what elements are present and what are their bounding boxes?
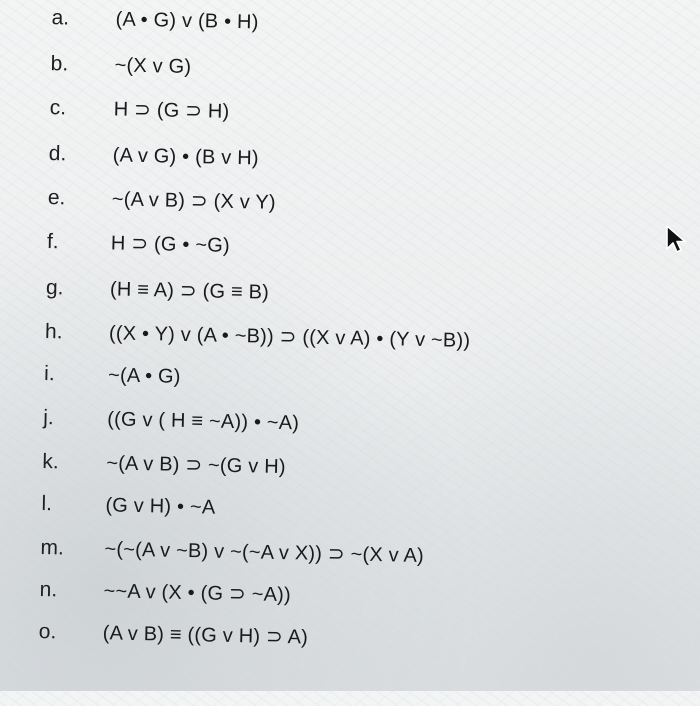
item-formula: (H ≡ A) ⊃ (G ≡ B) bbox=[109, 278, 270, 304]
item-letter: c. bbox=[49, 96, 67, 120]
item-letter: o. bbox=[38, 619, 57, 644]
list-item bbox=[0, 138, 687, 182]
list-item bbox=[0, 616, 677, 660]
list-item bbox=[0, 92, 688, 136]
item-formula: (G v H) • ~A bbox=[105, 494, 216, 519]
item-letter: n. bbox=[39, 577, 58, 602]
item-formula: ~(X v G) bbox=[114, 54, 192, 79]
list-item bbox=[0, 48, 689, 92]
item-formula: ~(A v B) ⊃ ~(G v H) bbox=[106, 452, 286, 479]
list-item bbox=[0, 358, 682, 402]
item-letter: m. bbox=[40, 535, 65, 560]
item-formula: ~(A • G) bbox=[107, 364, 181, 388]
item-formula: ((G v ( H ≡ ~A)) • ~A) bbox=[107, 408, 300, 435]
list-item bbox=[0, 488, 680, 532]
item-formula: (A v B) ≡ ((G v H) ⊃ A) bbox=[102, 622, 309, 649]
list-item bbox=[0, 574, 678, 618]
item-formula: (A • G) v (B • H) bbox=[115, 8, 259, 34]
item-letter: e. bbox=[47, 186, 66, 210]
item-letter: a. bbox=[51, 6, 70, 30]
item-formula: H ⊃ (G ⊃ H) bbox=[113, 98, 230, 123]
item-formula: ~~A v (X • (G ⊃ ~A)) bbox=[103, 580, 292, 607]
item-formula: H ⊃ (G • ~G) bbox=[110, 232, 231, 257]
item-letter: i. bbox=[43, 362, 55, 386]
list-item bbox=[0, 446, 681, 490]
item-letter: l. bbox=[41, 491, 53, 516]
list-item bbox=[0, 402, 681, 446]
item-letter: h. bbox=[44, 320, 63, 344]
list-item bbox=[0, 182, 686, 226]
item-formula: ~(~(A v ~B) v ~(~A v X)) ⊃ ~(X v A) bbox=[104, 538, 425, 567]
item-formula: (A v G) • (B v H) bbox=[112, 144, 259, 170]
item-letter: k. bbox=[42, 449, 59, 474]
item-formula: ((X • Y) v (A • ~B)) ⊃ ((X v A) • (Y v ~B)) bbox=[108, 322, 471, 352]
item-letter: b. bbox=[50, 52, 69, 76]
list-item bbox=[0, 2, 690, 46]
item-formula: ~(A v B) ⊃ (X v Y) bbox=[111, 188, 276, 214]
item-letter: f. bbox=[46, 230, 59, 254]
mouse-pointer-icon bbox=[664, 224, 690, 254]
list-item bbox=[0, 316, 683, 360]
list-item bbox=[0, 226, 685, 270]
list-item bbox=[0, 272, 684, 316]
list-item bbox=[0, 532, 679, 576]
item-letter: g. bbox=[45, 276, 64, 300]
item-letter: d. bbox=[48, 142, 67, 166]
item-letter: j. bbox=[43, 406, 55, 430]
